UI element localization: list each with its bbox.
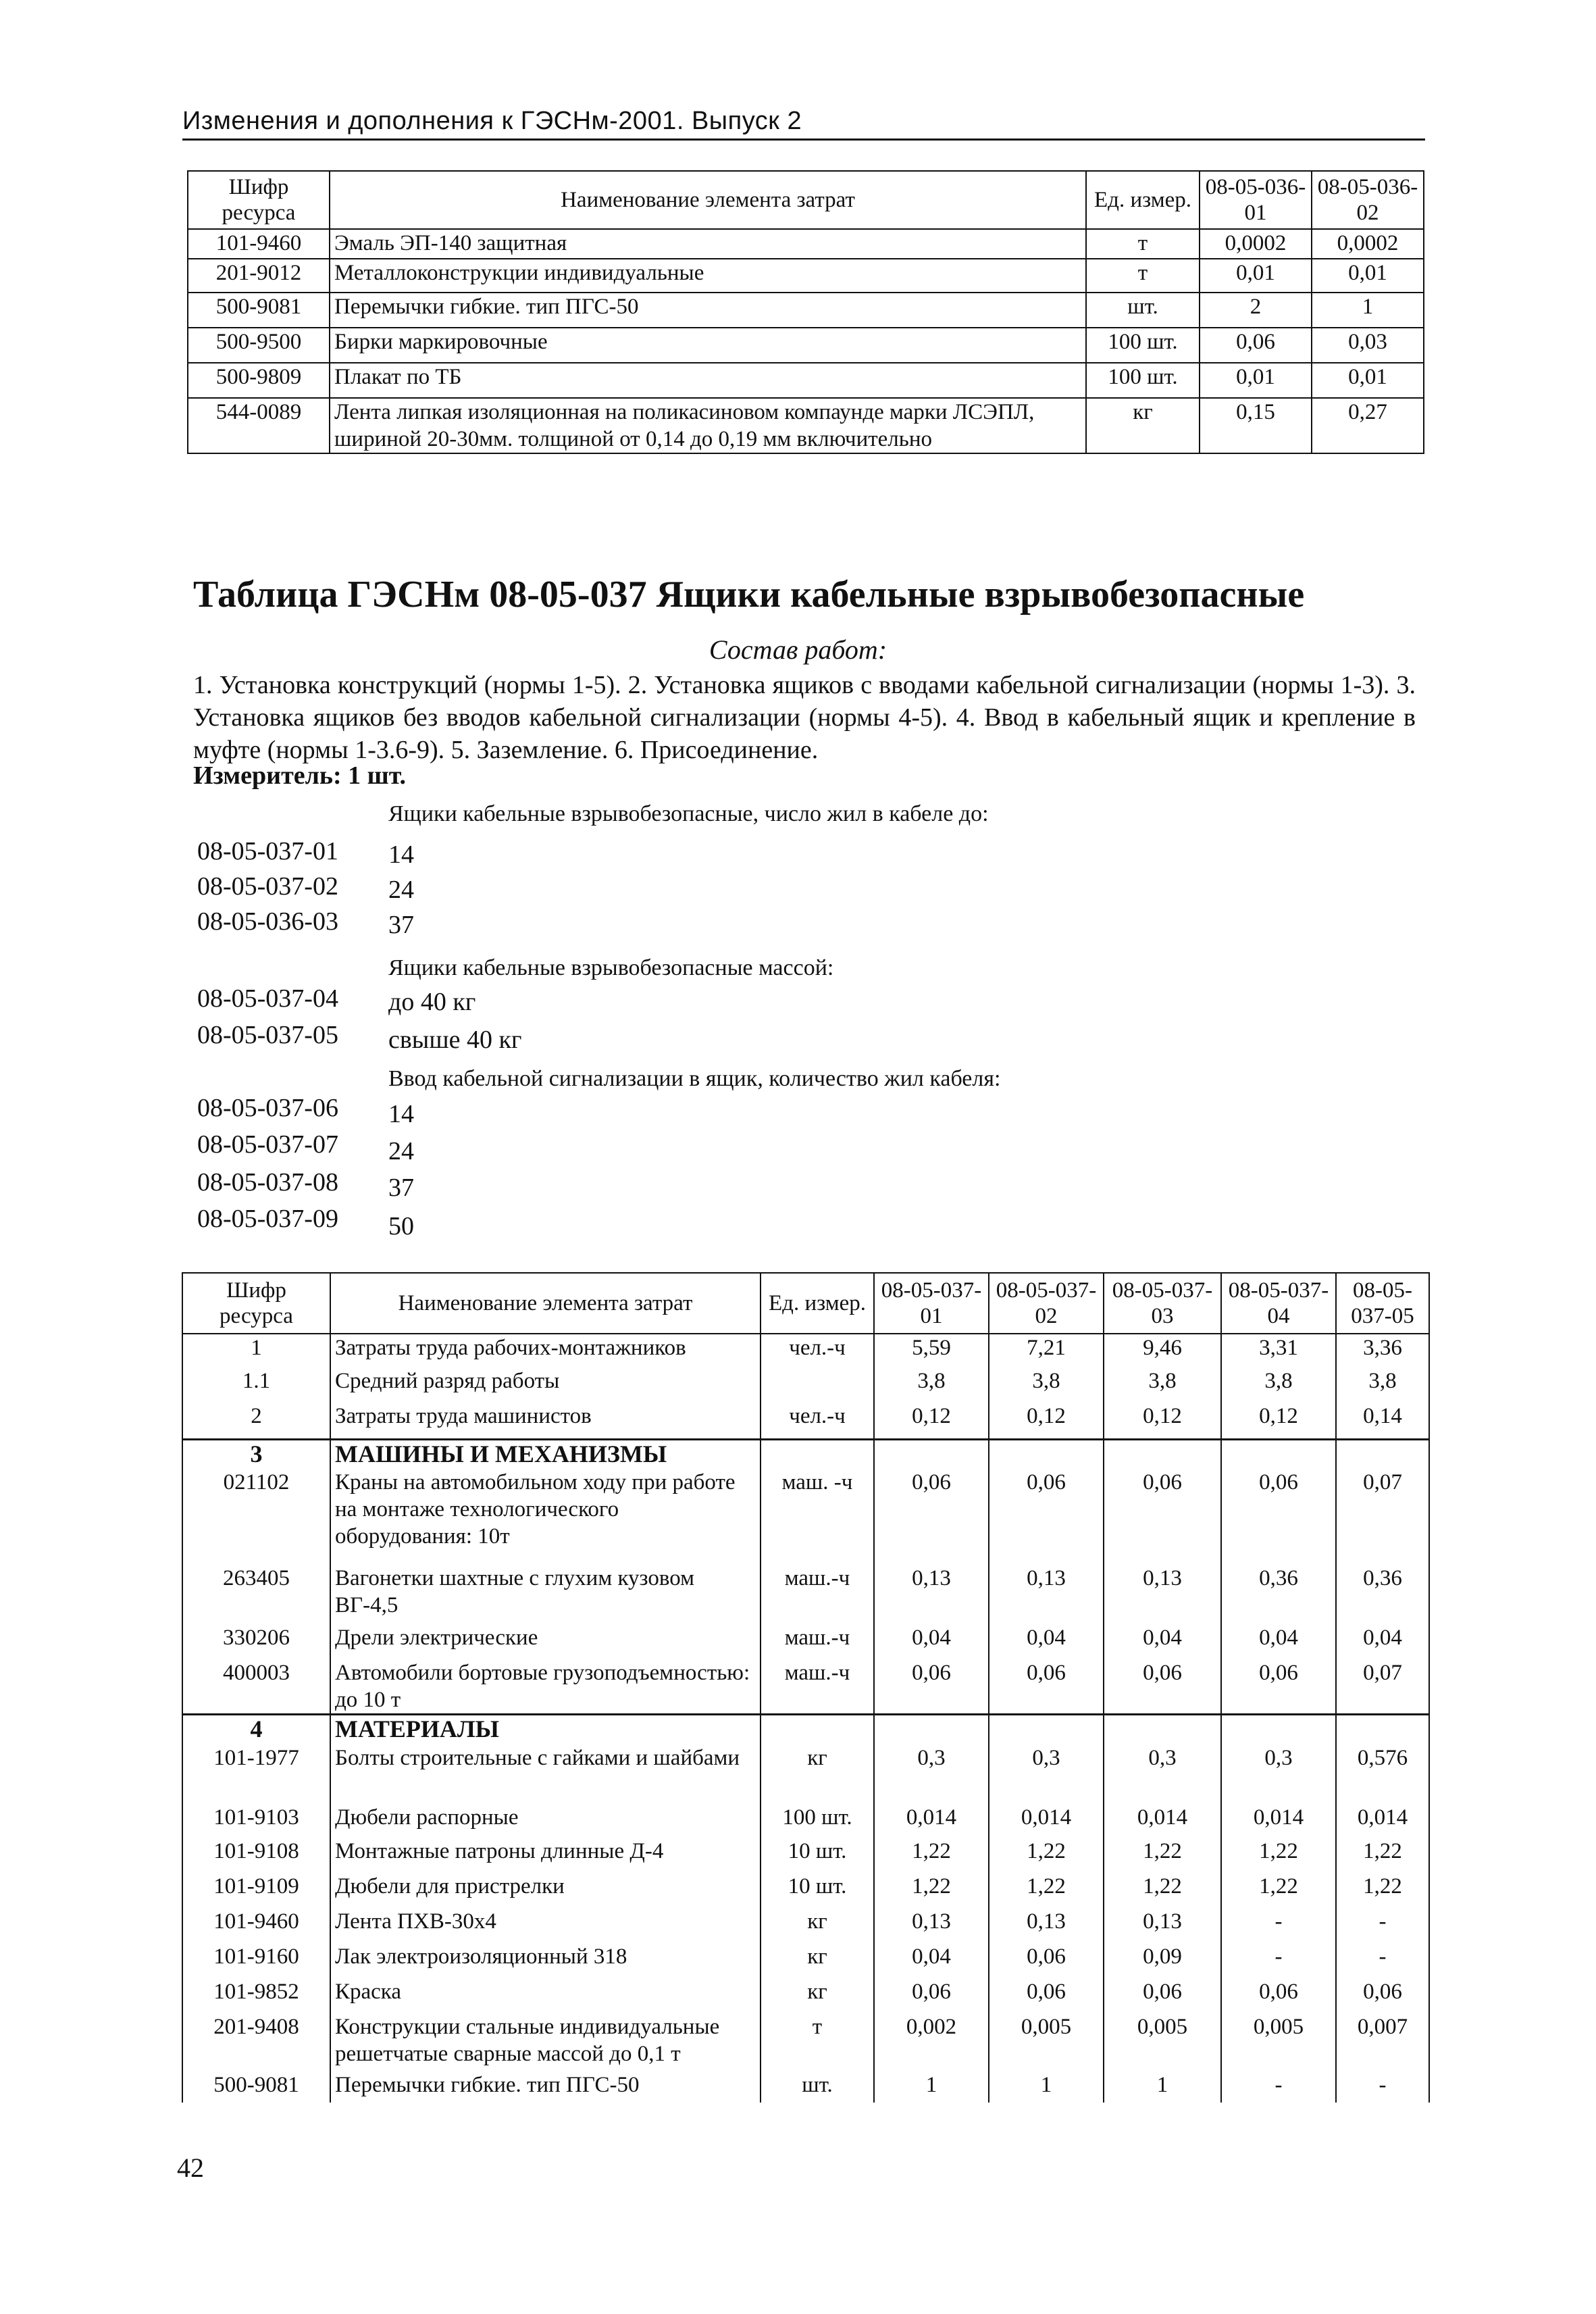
resource-name: Лента липкая изоляционная на поликасиновом компаунде марки ЛСЭПЛ, шириной 20-30мм. толщиной от 0,14 до 0,19 мм включительно xyxy=(330,398,1086,453)
table-row xyxy=(182,1367,1429,1403)
norm-value: 0,06 xyxy=(1200,328,1312,363)
table-row xyxy=(182,1469,1429,1565)
table-row xyxy=(188,229,1424,259)
norm-value: 0,3 xyxy=(1221,1744,1336,1804)
table-body xyxy=(182,1334,1429,2103)
norm-value: 0,15 xyxy=(1200,398,1312,453)
table-row xyxy=(188,293,1424,328)
table-row xyxy=(182,1334,1429,1367)
norm-group-heading: Ввод кабельной сигнализации в ящик, количество жил кабеля: xyxy=(388,1066,1001,1091)
norm-value: 0,14 xyxy=(1336,1403,1429,1439)
table-row xyxy=(182,1659,1429,1715)
header-unit: Ед. измер. xyxy=(1086,171,1200,229)
norm-code: 08-05-037-07 xyxy=(197,1130,338,1159)
norm-value: 3,8 xyxy=(1336,1367,1429,1403)
resource-code: 500-9500 xyxy=(188,328,330,363)
table-row xyxy=(182,1403,1429,1439)
norm-code: 08-05-036-03 xyxy=(197,907,338,936)
resource-name: Перемычки гибкие. тип ПГС-50 xyxy=(330,293,1086,328)
norm-value xyxy=(1221,1439,1336,1469)
resource-name: Монтажные патроны длинные Д-4 xyxy=(330,1838,761,1873)
norm-value: 3,36 xyxy=(1336,1334,1429,1367)
resource-code: 400003 xyxy=(182,1659,330,1715)
resource-code: 500-9809 xyxy=(188,363,330,398)
norm-value xyxy=(1336,1439,1429,1469)
norm-value: 0,04 xyxy=(874,1943,989,1978)
norm-value: 0,04 xyxy=(1336,1624,1429,1659)
norm-value: 0,13 xyxy=(874,1565,989,1624)
norm-value xyxy=(1104,1715,1221,1744)
norm-value: 1,22 xyxy=(1221,1873,1336,1908)
resource-name: Плакат по ТБ xyxy=(330,363,1086,398)
resource-name: Дюбели распорные xyxy=(330,1804,761,1838)
work-heading: Состав работ: xyxy=(709,634,887,665)
norm-value: 0,04 xyxy=(874,1624,989,1659)
table-row xyxy=(188,363,1424,398)
norm-value: 0,014 xyxy=(874,1804,989,1838)
unit: маш.-ч xyxy=(761,1624,874,1659)
norm-value: 0,03 xyxy=(1312,328,1424,363)
norm-value: 0,06 xyxy=(874,1469,989,1565)
norm-value: 0,06 xyxy=(1221,1978,1336,2013)
resource-code: 1.1 xyxy=(182,1367,330,1403)
meter-label: Измеритель: xyxy=(193,761,342,790)
norm-value: 0,12 xyxy=(1104,1403,1221,1439)
resource-code: 330206 xyxy=(182,1624,330,1659)
header-norm: 08-05-036-02 xyxy=(1312,171,1424,229)
norm-value: 0,0002 xyxy=(1200,229,1312,259)
norm-value xyxy=(989,1439,1104,1469)
norm-value: 0,06 xyxy=(874,1978,989,2013)
unit: маш. -ч xyxy=(761,1469,874,1565)
norm-value: 5,59 xyxy=(874,1334,989,1367)
norm-value: 37 xyxy=(388,911,414,939)
meter-value: 1 шт. xyxy=(348,761,407,790)
norm-value: 1,22 xyxy=(1336,1838,1429,1873)
norm-value: 3,8 xyxy=(874,1367,989,1403)
table-row xyxy=(182,1838,1429,1873)
resource-name: Краска xyxy=(330,1978,761,2013)
table-row xyxy=(182,1624,1429,1659)
resource-name: Средний разряд работы xyxy=(330,1367,761,1403)
norm-code: 08-05-037-01 xyxy=(197,837,338,865)
norm-value: 0,005 xyxy=(1104,2013,1221,2071)
norm-value: - xyxy=(1336,1943,1429,1978)
norm-value: 0,0002 xyxy=(1312,229,1424,259)
norm-value: - xyxy=(1221,1943,1336,1978)
unit: 100 шт. xyxy=(1086,328,1200,363)
unit: чел.-ч xyxy=(761,1403,874,1439)
unit: кг xyxy=(1086,398,1200,453)
norm-value: 1,22 xyxy=(874,1873,989,1908)
norm-code: 08-05-037-02 xyxy=(197,872,338,901)
resource-code: 101-9852 xyxy=(182,1978,330,2013)
unit: шт. xyxy=(761,2071,874,2103)
page-number: 42 xyxy=(177,2153,204,2183)
header-code: Шифр ресурса xyxy=(188,171,330,229)
resource-code: 101-9103 xyxy=(182,1804,330,1838)
norm-value: 0,06 xyxy=(1336,1978,1429,2013)
resource-code: 2 xyxy=(182,1403,330,1439)
norm-value: - xyxy=(1336,1908,1429,1943)
resource-code: 1 xyxy=(182,1334,330,1367)
resource-table-037 xyxy=(182,1272,1430,2103)
norm-value: 0,06 xyxy=(989,1469,1104,1565)
header-norm: 08-05-037-04 xyxy=(1221,1273,1336,1334)
norm-value: 0,07 xyxy=(1336,1659,1429,1715)
unit: т xyxy=(1086,229,1200,259)
table-row xyxy=(182,1804,1429,1838)
table-row xyxy=(182,2013,1429,2071)
section-heading: МАШИНЫ И МЕХАНИЗМЫ xyxy=(330,1439,761,1469)
table-row xyxy=(182,1744,1429,1804)
norm-code: 08-05-037-08 xyxy=(197,1168,338,1197)
norm-group-heading: Ящики кабельные взрывобезопасные массой: xyxy=(388,955,834,980)
norm-value: до 40 кг xyxy=(388,988,476,1016)
norm-value: 0,12 xyxy=(989,1403,1104,1439)
norm-value: 0,01 xyxy=(1312,259,1424,293)
resource-name: Металлоконструкции индивидуальные xyxy=(330,259,1086,293)
norm-value: 0,36 xyxy=(1336,1565,1429,1624)
resource-code: 101-9460 xyxy=(182,1908,330,1943)
unit: маш.-ч xyxy=(761,1659,874,1715)
norm-value: 0,3 xyxy=(989,1744,1104,1804)
norm-value: 0,06 xyxy=(1104,1469,1221,1565)
norm-value: 3,8 xyxy=(1221,1367,1336,1403)
norm-value: 7,21 xyxy=(989,1334,1104,1367)
norm-value xyxy=(874,1439,989,1469)
norm-value: 0,13 xyxy=(1104,1565,1221,1624)
norm-value: 0,002 xyxy=(874,2013,989,2071)
resource-name: Автомобили бортовые грузоподъемностью: до 10 т xyxy=(330,1659,761,1715)
norm-value: - xyxy=(1221,1908,1336,1943)
norm-value: 0,06 xyxy=(989,1978,1104,2013)
norm-value: 1 xyxy=(1312,293,1424,328)
norm-value: 1,22 xyxy=(1221,1838,1336,1873)
unit xyxy=(761,1439,874,1469)
resource-code: 4 xyxy=(182,1715,330,1744)
norm-value: 0,06 xyxy=(874,1659,989,1715)
section-row xyxy=(182,1439,1429,1469)
unit: 10 шт. xyxy=(761,1873,874,1908)
norm-value: 0,09 xyxy=(1104,1943,1221,1978)
table-row xyxy=(182,1943,1429,1978)
norm-value: 14 xyxy=(388,1100,414,1128)
norm-code: 08-05-037-09 xyxy=(197,1205,338,1233)
norm-value: 1,22 xyxy=(874,1838,989,1873)
resource-code: 500-9081 xyxy=(182,2071,330,2103)
norm-value: 0,06 xyxy=(1104,1978,1221,2013)
norm-value: 0,36 xyxy=(1221,1565,1336,1624)
running-header: Изменения и дополнения к ГЭСНм-2001. Выпуск 2 xyxy=(182,107,1425,141)
norm-value: 0,007 xyxy=(1336,2013,1429,2071)
norm-value: 14 xyxy=(388,840,414,869)
norm-value xyxy=(874,1715,989,1744)
resource-name: Болты строительные с гайками и шайбами xyxy=(330,1744,761,1804)
norm-value: 0,014 xyxy=(1104,1804,1221,1838)
norm-value: 0,014 xyxy=(1336,1804,1429,1838)
norm-value: 0,06 xyxy=(1104,1659,1221,1715)
unit: т xyxy=(761,2013,874,2071)
norm-value: 0,27 xyxy=(1312,398,1424,453)
norm-code: 08-05-037-05 xyxy=(197,1021,338,1049)
table-row xyxy=(188,398,1424,453)
header-norm: 08-05-037-01 xyxy=(874,1273,989,1334)
header-norm: 08-05-037-03 xyxy=(1104,1273,1221,1334)
norm-code: 08-05-037-06 xyxy=(197,1094,338,1122)
header-name: Наименование элемента затрат xyxy=(330,171,1086,229)
norm-value: 3,8 xyxy=(989,1367,1104,1403)
norm-value: 0,06 xyxy=(1221,1469,1336,1565)
norm-value: 0,04 xyxy=(1221,1624,1336,1659)
resource-code: 3 xyxy=(182,1439,330,1469)
norm-value: 0,06 xyxy=(1221,1659,1336,1715)
norm-code: 08-05-037-04 xyxy=(197,984,338,1013)
norm-value: 50 xyxy=(388,1212,414,1240)
resource-code: 101-9108 xyxy=(182,1838,330,1873)
resource-code: 021102 xyxy=(182,1469,330,1565)
resource-table-036 xyxy=(187,170,1424,454)
norm-value: 1,22 xyxy=(1104,1838,1221,1873)
norm-value: 1 xyxy=(874,2071,989,2103)
header-norm: 08-05-037-02 xyxy=(989,1273,1104,1334)
unit: 10 шт. xyxy=(761,1838,874,1873)
norm-value: 0,12 xyxy=(874,1403,989,1439)
unit: чел.-ч xyxy=(761,1334,874,1367)
unit: кг xyxy=(761,1943,874,1978)
norm-value: 0,014 xyxy=(989,1804,1104,1838)
resource-code: 500-9081 xyxy=(188,293,330,328)
header-code: Шифр ресурса xyxy=(182,1273,330,1334)
unit: маш.-ч xyxy=(761,1565,874,1624)
unit: шт. xyxy=(1086,293,1200,328)
unit: кг xyxy=(761,1978,874,2013)
norm-value: 0,06 xyxy=(989,1943,1104,1978)
unit: кг xyxy=(761,1744,874,1804)
norm-value: 0,014 xyxy=(1221,1804,1336,1838)
resource-name: Лак электроизоляционный 318 xyxy=(330,1943,761,1978)
unit xyxy=(761,1715,874,1744)
table-row xyxy=(182,1565,1429,1624)
norm-value xyxy=(1104,1439,1221,1469)
resource-name: Вагонетки шахтные с глухим кузовом ВГ-4,5 xyxy=(330,1565,761,1624)
norm-value: 0,13 xyxy=(989,1565,1104,1624)
norm-value: 2 xyxy=(1200,293,1312,328)
norm-value: 0,3 xyxy=(1104,1744,1221,1804)
meter xyxy=(193,761,406,790)
header-norm: 08-05-037-05 xyxy=(1336,1273,1429,1334)
resource-code: 101-9109 xyxy=(182,1873,330,1908)
resource-name: Лента ПХВ-30х4 xyxy=(330,1908,761,1943)
resource-name: Затраты труда рабочих-монтажников xyxy=(330,1334,761,1367)
norm-value: 0,04 xyxy=(989,1624,1104,1659)
norm-value: - xyxy=(1336,2071,1429,2103)
resource-name: Затраты труда машинистов xyxy=(330,1403,761,1439)
table-row xyxy=(182,1978,1429,2013)
resource-name: Перемычки гибкие. тип ПГС-50 xyxy=(330,2071,761,2103)
unit: кг xyxy=(761,1908,874,1943)
norm-value: 3,8 xyxy=(1104,1367,1221,1403)
section-heading: МАТЕРИАЛЫ xyxy=(330,1715,761,1744)
table-row xyxy=(182,1908,1429,1943)
norm-value: 0,13 xyxy=(1104,1908,1221,1943)
resource-code: 201-9012 xyxy=(188,259,330,293)
unit: 100 шт. xyxy=(761,1804,874,1838)
norm-value: 1,22 xyxy=(1336,1873,1429,1908)
unit xyxy=(761,1367,874,1403)
norm-value xyxy=(1221,1715,1336,1744)
resource-code: 544-0089 xyxy=(188,398,330,453)
norm-value: - xyxy=(1221,2071,1336,2103)
norm-value: 0,005 xyxy=(1221,2013,1336,2071)
resource-code: 101-9160 xyxy=(182,1943,330,1978)
norm-value: 0,005 xyxy=(989,2013,1104,2071)
resource-code: 263405 xyxy=(182,1565,330,1624)
unit: 100 шт. xyxy=(1086,363,1200,398)
resource-name: Эмаль ЭП-140 защитная xyxy=(330,229,1086,259)
work-description: 1. Установка конструкций (нормы 1-5). 2. Установка ящиков с вводами кабельной сигнализации (нормы 1-3). 3. Установка ящиков без вводов кабельной сигнализации (нормы 4-5). 4. Ввод в кабельный ящик и крепление в муфте (нормы 1-3.6-9). 5. Заземление. 6. Присоединение. xyxy=(193,671,1416,764)
table-row xyxy=(182,2071,1429,2103)
resource-code: 201-9408 xyxy=(182,2013,330,2071)
norm-value: 0,07 xyxy=(1336,1469,1429,1565)
unit: т xyxy=(1086,259,1200,293)
table-title: Таблица ГЭСНм 08-05-037 Ящики кабельные взрывобезопасные xyxy=(193,574,1305,615)
header-name: Наименование элемента затрат xyxy=(330,1273,761,1334)
resource-name: Конструкции стальные индивидуальные решетчатые сварные массой до 0,1 т xyxy=(330,2013,761,2071)
norm-value: 1,22 xyxy=(1104,1873,1221,1908)
norm-value: 0,04 xyxy=(1104,1624,1221,1659)
table-body xyxy=(188,229,1424,453)
norm-value xyxy=(1336,1715,1429,1744)
norm-value: 0,01 xyxy=(1312,363,1424,398)
norm-value: 0,13 xyxy=(989,1908,1104,1943)
norm-value xyxy=(989,1715,1104,1744)
norm-value: 37 xyxy=(388,1174,414,1202)
norm-value: 24 xyxy=(388,1137,414,1165)
norm-value: 1 xyxy=(1104,2071,1221,2103)
resource-code: 101-1977 xyxy=(182,1744,330,1804)
norm-value: 0,06 xyxy=(989,1659,1104,1715)
norm-value: 0,01 xyxy=(1200,259,1312,293)
norm-value: 3,31 xyxy=(1221,1334,1336,1367)
norm-value: 0,01 xyxy=(1200,363,1312,398)
section-row xyxy=(182,1715,1429,1744)
norm-value: 24 xyxy=(388,876,414,904)
resource-code: 101-9460 xyxy=(188,229,330,259)
resource-name: Бирки маркировочные xyxy=(330,328,1086,363)
resource-name: Краны на автомобильном ходу при работе на монтаже технологического оборудования: 10т xyxy=(330,1469,761,1565)
norm-value: 0,13 xyxy=(874,1908,989,1943)
norm-value: 1 xyxy=(989,2071,1104,2103)
table-row xyxy=(182,1873,1429,1908)
norm-value: свыше 40 кг xyxy=(388,1026,522,1054)
norm-value: 0,12 xyxy=(1221,1403,1336,1439)
table-row xyxy=(188,328,1424,363)
header-norm: 08-05-036-01 xyxy=(1200,171,1312,229)
resource-name: Дюбели для пристрелки xyxy=(330,1873,761,1908)
header-unit: Ед. измер. xyxy=(761,1273,874,1334)
norm-value: 0,3 xyxy=(874,1744,989,1804)
resource-name: Дрели электрические xyxy=(330,1624,761,1659)
norm-group-heading: Ящики кабельные взрывобезопасные, число жил в кабеле до: xyxy=(388,801,989,826)
norm-value: 9,46 xyxy=(1104,1334,1221,1367)
norm-value: 0,576 xyxy=(1336,1744,1429,1804)
norm-value: 1,22 xyxy=(989,1873,1104,1908)
table-row xyxy=(188,259,1424,293)
norm-value: 1,22 xyxy=(989,1838,1104,1873)
